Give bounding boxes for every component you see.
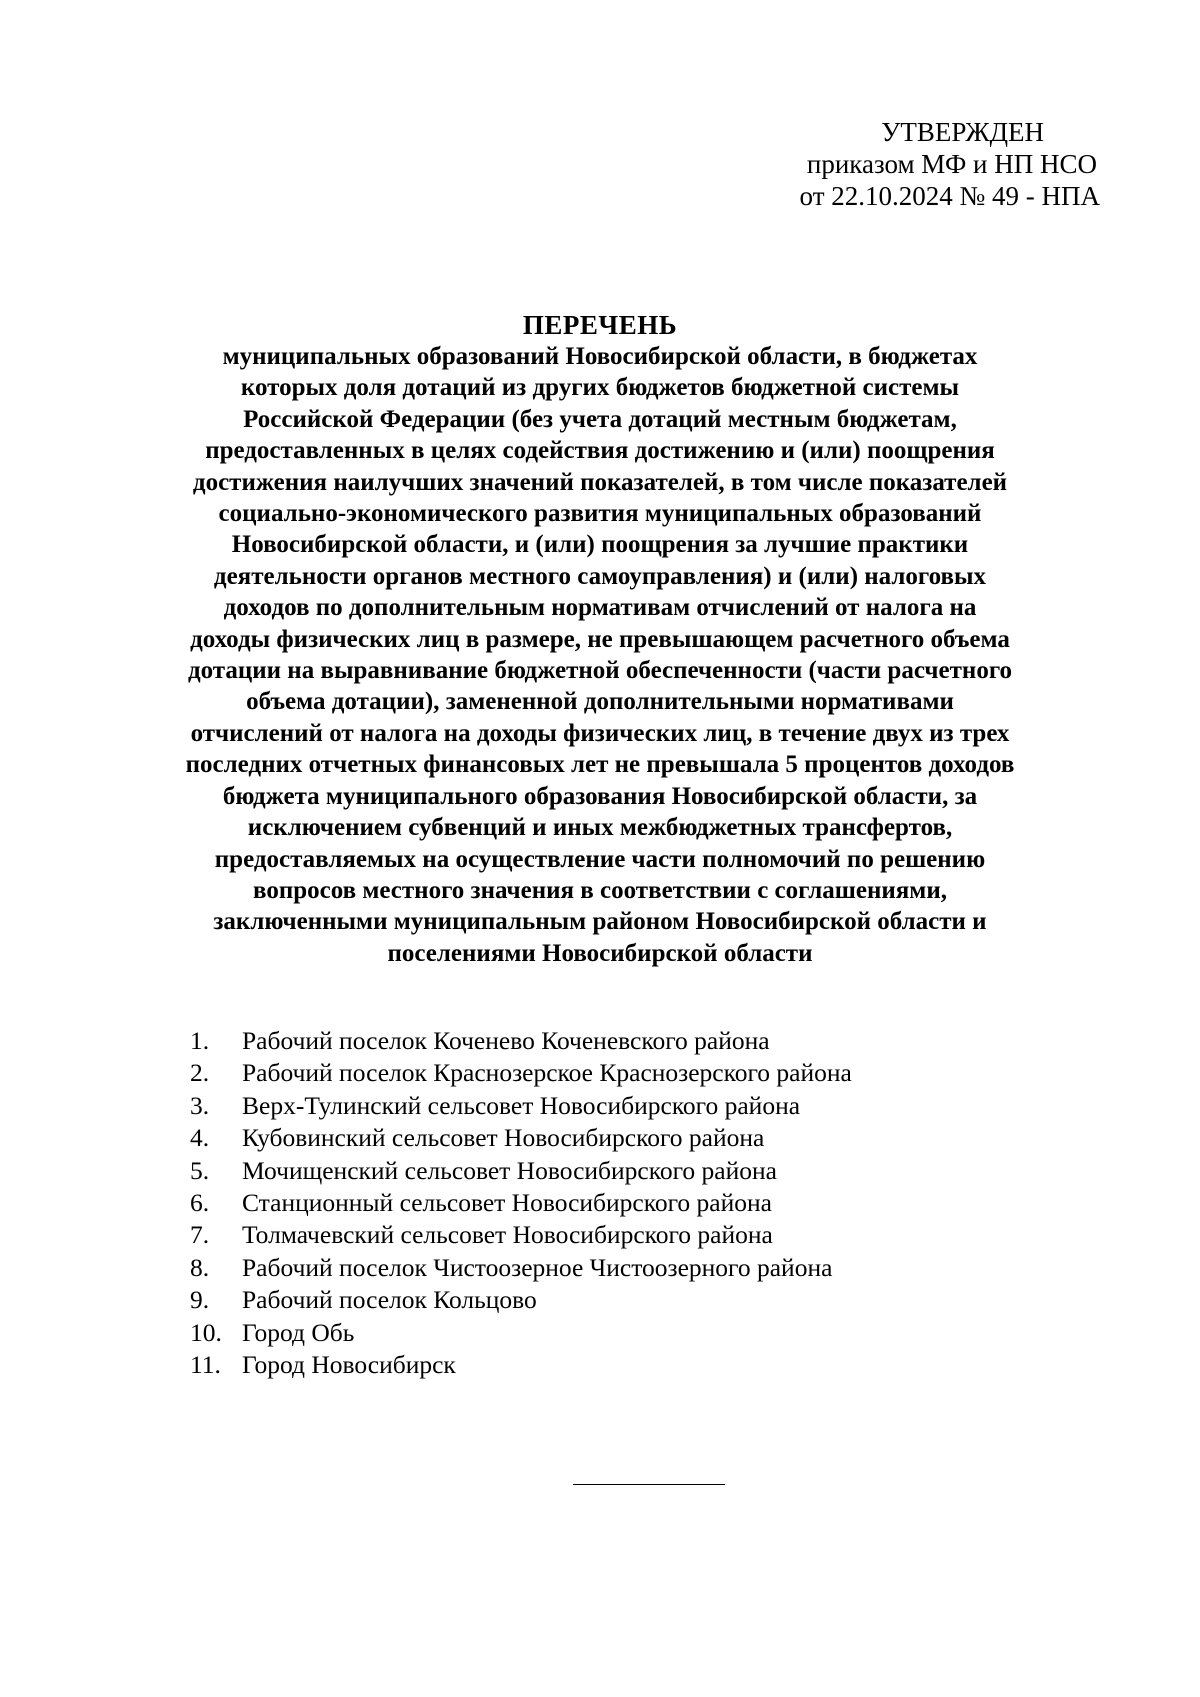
list-item-number: 9. — [190, 1285, 210, 1315]
document-title: ПЕРЕЧЕНЬ — [522, 310, 678, 340]
approval-date-number: от 22.10.2024 № 49 - НПА — [799, 181, 1100, 211]
list-item-number: 11. — [190, 1350, 221, 1380]
list-item-number: 2. — [190, 1058, 210, 1088]
heading-line: которых доля дотаций из других бюджетов бюджетной системы — [240, 374, 960, 402]
list-item — [190, 1025, 1040, 1057]
heading-line: Новосибирской области, и (или) поощрения за лучшие практики — [231, 531, 969, 559]
document-heading — [150, 309, 1050, 969]
list-item — [190, 1187, 1040, 1219]
heading-line: последних отчетных финансовых лет не превышала 5 процентов доходов — [185, 751, 1015, 779]
list-item-number: 5. — [190, 1155, 210, 1185]
list-item-number: 10. — [190, 1317, 222, 1347]
heading-line: достижения наилучших значений показателей, в том числе показателей — [192, 468, 1008, 496]
heading-line: вопросов местного значения в соответствии с соглашениями, — [253, 876, 947, 904]
list-item — [190, 1155, 1040, 1187]
list-item-name: Кубовинский сельсовет Новосибирского района — [242, 1123, 765, 1153]
heading-line: заключенными муниципальным районом Новосибирской области и — [213, 908, 987, 936]
heading-line: доходов по дополнительным нормативам отчислений от налога на — [223, 594, 977, 622]
heading-line: исключением субвенций и иных межбюджетных трансфертов, — [247, 814, 953, 842]
heading-line: предоставленных в целях содействия достижению и (или) поощрения — [205, 437, 995, 465]
list-item-name: Верх-Тулинский сельсовет Новосибирского района — [242, 1090, 801, 1120]
list-item-number: 4. — [190, 1123, 210, 1153]
heading-line: отчислений от налога на доходы физических лиц, в течение двух из трех — [190, 719, 1010, 747]
heading-line: предоставляемых на осуществление части полномочий по решению — [214, 845, 986, 873]
list-item — [190, 1317, 1040, 1349]
list-item — [190, 1122, 1040, 1154]
heading-line: деятельности органов местного самоуправления) и (или) налоговых — [213, 562, 987, 590]
list-item — [190, 1252, 1040, 1284]
list-item-number: 3. — [190, 1090, 210, 1120]
heading-line: дотации на выравнивание бюджетной обеспеченности (части расчетного — [187, 657, 1013, 685]
list-item-name: Рабочий поселок Кольцово — [242, 1285, 537, 1315]
heading-line: поселениями Новосибирской области — [387, 939, 813, 967]
list-item-name: Станционный сельсовет Новосибирского района — [242, 1188, 772, 1218]
list-item-name: Рабочий поселок Чистоозерное Чистоозерного района — [242, 1252, 833, 1282]
list-item-name: Толмачевский сельсовет Новосибирского района — [242, 1220, 773, 1250]
list-item-number: 7. — [190, 1220, 210, 1250]
list-item-name: Рабочий поселок Краснозерское Краснозерского района — [242, 1058, 852, 1088]
list-item-name: Город Новосибирск — [242, 1350, 456, 1380]
heading-line: муниципальных образований Новосибирской области, в бюджетах — [222, 343, 978, 370]
list-item-name: Рабочий поселок Коченево Коченевского района — [242, 1026, 770, 1055]
heading-line: объема дотации), замененной дополнительными нормативами — [246, 688, 954, 716]
list-item — [190, 1090, 1040, 1122]
closing-divider — [573, 1484, 725, 1485]
list-item — [190, 1219, 1040, 1251]
municipality-list — [190, 1025, 1040, 1381]
list-item-name: Город Обь — [242, 1317, 355, 1347]
list-item-number: 8. — [190, 1252, 210, 1282]
list-item-number: 1. — [190, 1026, 210, 1055]
approval-order: приказом МФ и НП НСО — [806, 149, 1097, 179]
heading-line: Российской Федерации (без учета дотаций местным бюджетам, — [243, 405, 957, 433]
list-item-number: 6. — [190, 1188, 210, 1218]
list-item — [190, 1057, 1040, 1089]
list-item-name: Мочищенский сельсовет Новосибирского района — [242, 1155, 777, 1185]
heading-line: бюджета муниципального образования Новосибирской области, за — [222, 782, 978, 810]
approval-status: УТВЕРЖДЕН — [881, 117, 1044, 147]
list-item — [190, 1349, 1040, 1381]
heading-line: доходы физических лиц в размере, не превышающем расчетного объема — [190, 625, 1010, 653]
list-item — [190, 1284, 1040, 1316]
heading-line: социально-экономического развития муниципальных образований — [218, 500, 982, 528]
approval-stamp — [700, 116, 1100, 212]
